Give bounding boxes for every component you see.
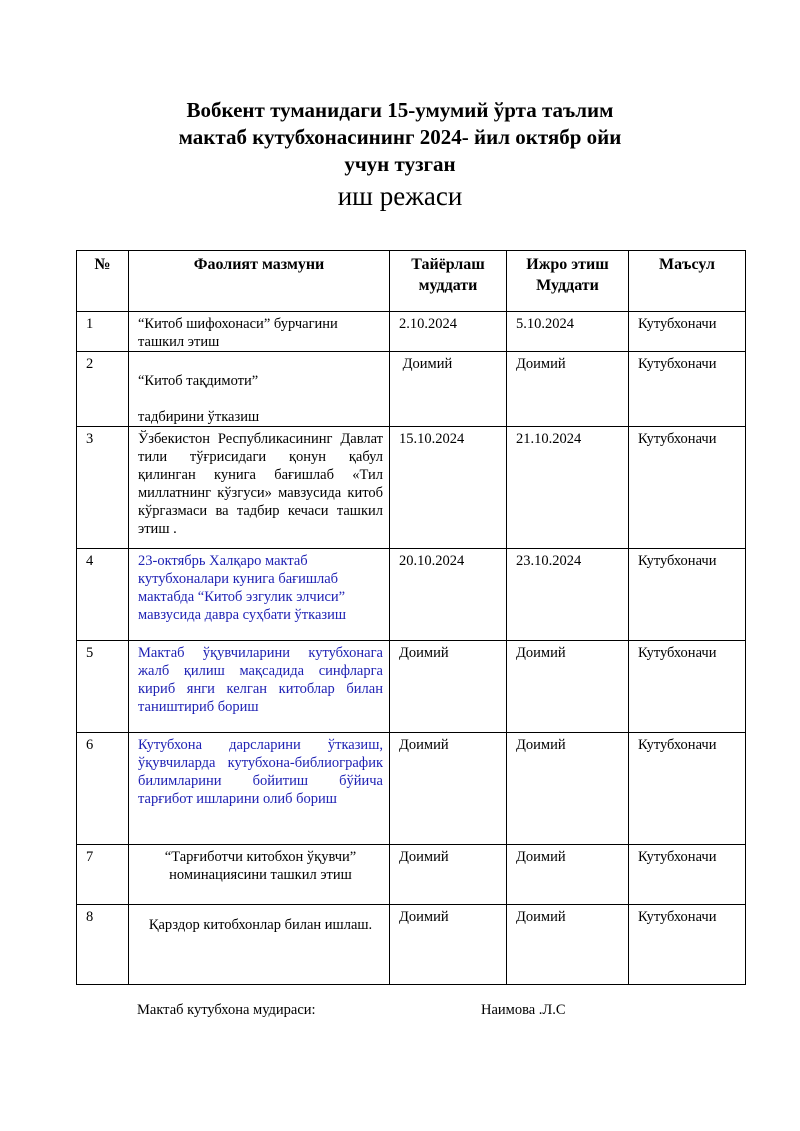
row-number: 1	[77, 312, 129, 352]
row-number: 5	[77, 641, 129, 733]
table-row	[77, 733, 746, 845]
table-row	[77, 641, 746, 733]
row-responsible: Кутубхоначи	[629, 845, 746, 905]
row-activity	[129, 549, 390, 641]
table-row	[77, 905, 746, 985]
header-responsible: Маъсул	[629, 251, 746, 312]
row-activity	[129, 905, 390, 985]
row-prep-date: Доимий	[390, 905, 507, 985]
row-exec-date: Доимий	[507, 733, 629, 845]
row-number: 2	[77, 352, 129, 427]
row-prep-date: Доимий	[390, 641, 507, 733]
row-activity	[129, 733, 390, 845]
header-exec-line1: Ижро этиш	[526, 256, 609, 273]
header-activity: Фаолият мазмуни	[129, 251, 390, 312]
row-responsible: Кутубхоначи	[629, 312, 746, 352]
row-exec-date: 23.10.2024	[507, 549, 629, 641]
table-row	[77, 549, 746, 641]
activity-text: 23-октябрь Халқаро мактаб кутубхоналари кунига бағишлаб мактабда “Китоб эзгулик элчиси” мавзусида давра суҳбати ўтказиш	[138, 553, 347, 623]
row-activity	[129, 427, 390, 549]
activity-text: Мактаб ўқувчиларини кутубхонага жалб қилиш мақсадида синфларга кириб янги келган китоблар билан таништириб бориш	[138, 645, 383, 715]
row-activity	[129, 641, 390, 733]
header-exec-line2: Муддати	[536, 277, 599, 294]
activity-text: Қарздор китобхонлар билан ишлаш.	[148, 917, 373, 933]
activity-text-line2: тадбирини ўтказиш	[138, 409, 260, 425]
table-row	[77, 845, 746, 905]
row-prep-date: 20.10.2024	[390, 549, 507, 641]
title-line-2: мактаб кутубхонасининг 2024- йил октябр ойи	[178, 125, 622, 149]
header-prep-line2: муддати	[418, 277, 478, 294]
table-row	[77, 352, 746, 427]
document-title	[0, 97, 800, 213]
row-prep-date: Доимий	[390, 733, 507, 845]
activity-text: Кутубхона дарсларини ўтказиш, ўқувчиларда кутубхона-библиографик билимларини бойитиш бўйича тарғибот ишларини олиб бориш	[138, 737, 383, 807]
header-prep-deadline	[390, 251, 507, 312]
header-exec-deadline	[507, 251, 629, 312]
row-exec-date: Доимий	[507, 845, 629, 905]
row-responsible: Кутубхоначи	[629, 549, 746, 641]
row-number: 4	[77, 549, 129, 641]
document-subtitle: иш режаси	[337, 181, 463, 211]
row-number: 8	[77, 905, 129, 985]
table-row	[77, 427, 746, 549]
table-header-row	[77, 251, 746, 312]
header-prep-line1: Тайёрлаш	[411, 256, 485, 273]
row-responsible: Кутубхоначи	[629, 905, 746, 985]
row-number: 7	[77, 845, 129, 905]
table-row	[77, 312, 746, 352]
row-exec-date: Доимий	[507, 905, 629, 985]
row-number: 3	[77, 427, 129, 549]
footer-name: Наимова .Л.С	[481, 1002, 566, 1018]
footer-position: Мактаб кутубхона мудираси:	[137, 1002, 316, 1018]
row-prep-date: Доимий	[390, 845, 507, 905]
row-exec-date: 21.10.2024	[507, 427, 629, 549]
row-exec-date: 5.10.2024	[507, 312, 629, 352]
activity-text-line1: “Китоб тақдимоти”	[138, 373, 259, 389]
row-responsible: Кутубхоначи	[629, 641, 746, 733]
row-responsible: Кутубхоначи	[629, 427, 746, 549]
work-plan-table	[76, 250, 746, 985]
activity-text: “Тарғиботчи китобхон ўқувчи” номинациясини ташкил этиш	[164, 849, 357, 883]
row-number: 6	[77, 733, 129, 845]
row-prep-date: 2.10.2024	[390, 312, 507, 352]
row-prep-date: Доимий	[390, 352, 507, 427]
row-exec-date: Доимий	[507, 641, 629, 733]
title-line-1: Вобкент туманидаги 15-умумий ўрта таълим	[186, 98, 614, 122]
activity-text: “Китоб шифохонаси” бурчагини ташкил этиш	[138, 316, 338, 350]
header-number: №	[77, 251, 129, 312]
row-activity	[129, 312, 390, 352]
row-prep-date: 15.10.2024	[390, 427, 507, 549]
row-activity	[129, 352, 390, 427]
row-responsible: Кутубхоначи	[629, 733, 746, 845]
row-exec-date: Доимий	[507, 352, 629, 427]
row-activity	[129, 845, 390, 905]
row-responsible: Кутубхоначи	[629, 352, 746, 427]
activity-text: Ўзбекистон Республикасининг Давлат тили тўғрисидаги қонун қабул қилинган кунига бағишлаб «Тил миллатнинг кўзгуси» мавзусида китоб кўргазмаси ва тадбир кечаси ташкил этиш .	[138, 431, 383, 537]
title-line-3: учун тузган	[344, 152, 456, 176]
